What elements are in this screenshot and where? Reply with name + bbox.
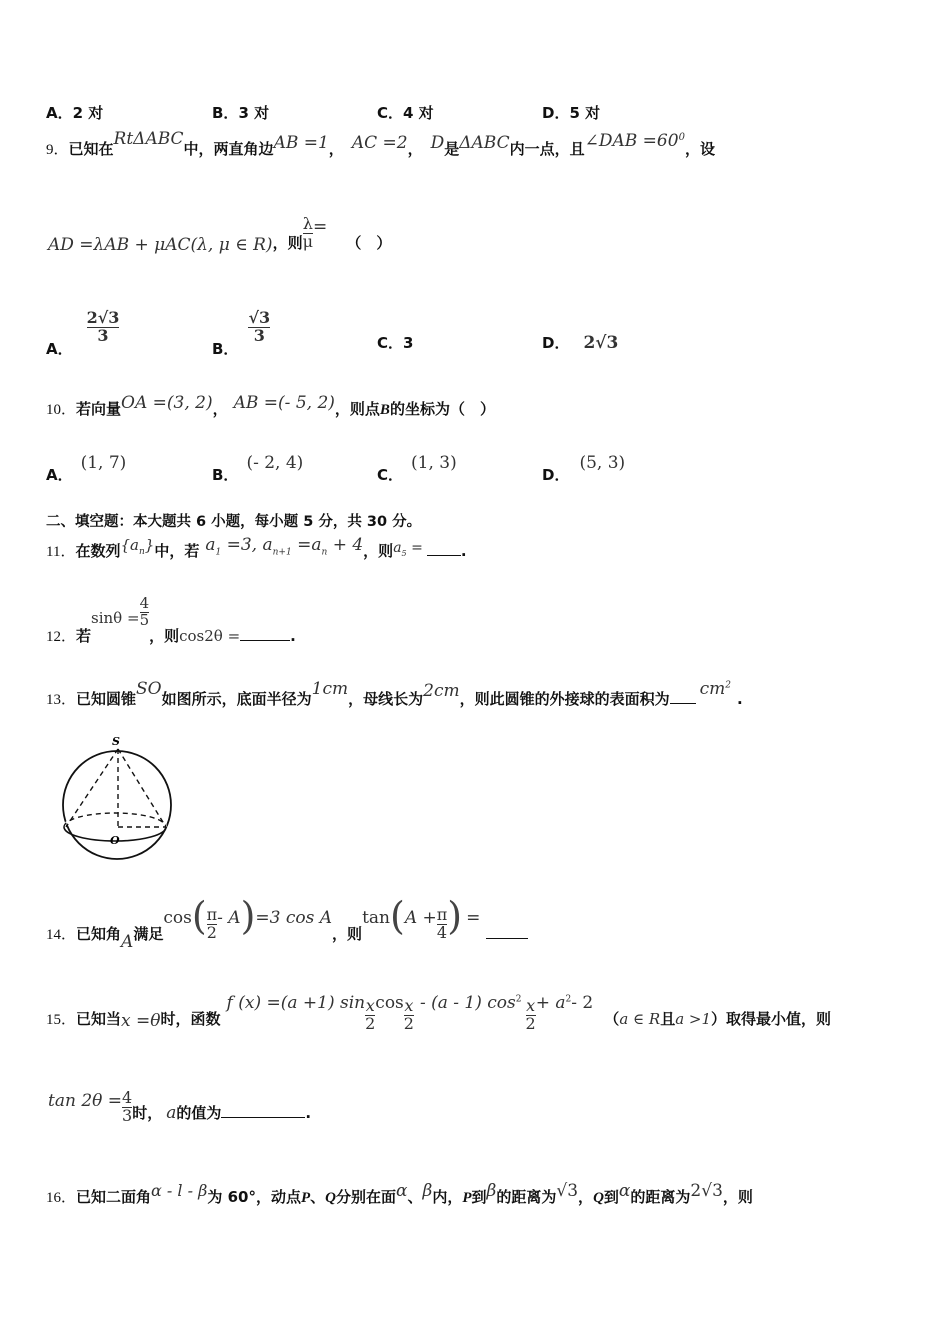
q9-option-b: B． $\frac{√3}{3}$: [212, 308, 271, 358]
q9-option-a: A． $\frac{2√3}{3}$: [46, 308, 120, 358]
q12-stem: 12．若sinθ = $\frac{4}{5}$ ，则cos2θ = .: [46, 594, 296, 645]
q10-option-c: C．(1, 3): [377, 453, 457, 484]
q8-option-d: D．5 对: [542, 104, 601, 122]
label-s: S: [112, 735, 120, 748]
q11-answer-blank[interactable]: [427, 555, 461, 556]
q14-stem: 14．已知角A满足cos( $\frac{\pi}{2}$ - A)=3 cos A，则tan(A + $\frac{\pi}{4}$ ) =: [46, 894, 528, 942]
q10-option-d: D．(5, 3): [542, 453, 626, 484]
q10-option-a: A．(1, 7): [46, 453, 127, 484]
q10-stem: 10．若向量OA =(3, 2)， AB =(- 5, 2)，则点B的坐标为（ ）: [46, 393, 495, 418]
q8-option-a: A．2 对: [46, 104, 104, 122]
q9-option-d: D． 2√3: [542, 333, 619, 353]
q13-stem: 13．已知圆锥SO如图所示，底面半径为1cm，母线长为2cm，则此圆锥的外接球的表面积为 $cm^2$.: [46, 679, 743, 708]
q9-stem-line1: 9．已知在RtΔABC中，两直角边AB =1， AC =2， D是ΔABC内一点，且∠DAB $=60^0$，设: [46, 129, 715, 158]
q8-option-b: B．3 对: [212, 104, 270, 122]
section-heading: 二、填空题：本大题共 6 小题，每小题 5 分，共 30 分。: [46, 514, 422, 530]
q11-stem: 11．在数列$\{a_n\}$中，若 $a_1 =3$, $a_{n+1} =a_n + 4$，则$a_5$ = .: [46, 535, 467, 560]
q15-answer-blank[interactable]: [221, 1117, 305, 1118]
q8-option-c: C．4 对: [377, 104, 434, 122]
q15-stem-line2: tan 2θ = $\frac{4}{3}$ 时， a的值为 .: [48, 1088, 312, 1125]
q9-option-c: C．3: [377, 334, 414, 352]
cone-sphere-figure: [56, 732, 180, 862]
q16-stem: 16．已知二面角α - l - β为 60°，动点P、Q分别在面α、β内，P到β的距离为√3，Q到α的距离为2√3，则: [46, 1181, 753, 1206]
q13-answer-blank[interactable]: [670, 703, 696, 704]
label-o: O: [110, 834, 120, 847]
cone-base-back: [64, 813, 166, 827]
q10-option-b: B．(- 2, 4): [212, 453, 304, 484]
q9-stem-line2: AD =λAB + μAC(λ, μ ∈ R)，则 $\frac{\lambda}{\mu}$ = （ ）: [48, 214, 392, 255]
q12-answer-blank[interactable]: [240, 640, 290, 641]
q15-stem-line1: 15．已知当x =θ时，函数f (x) =(a +1) sin $\frac{x}{2}$ cos $\frac{x}{2}$ - (a - 1) $\cos^2$ $\frac{x}{2}$ + $a^2-$ 2 （a ∈ R且a >1）取得最小值，则: [46, 992, 832, 1033]
q14-answer-blank[interactable]: [486, 938, 528, 939]
